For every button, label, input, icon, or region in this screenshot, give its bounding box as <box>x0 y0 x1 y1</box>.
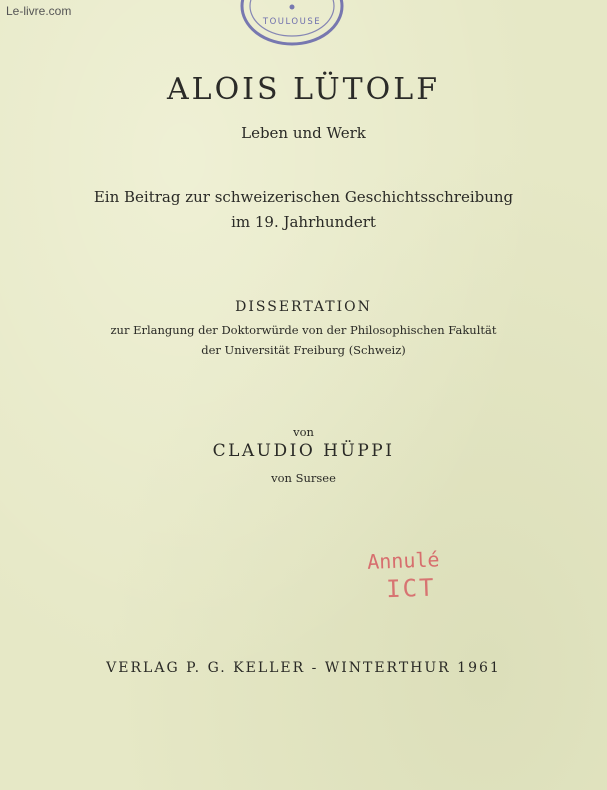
dissertation-heading: DISSERTATION <box>235 299 372 315</box>
description-line-1: Ein Beitrag zur schweizerischen Geschichtsschreibung <box>93 188 514 206</box>
dissertation-line-2: der Universität Freiburg (Schweiz) <box>201 343 406 357</box>
site-watermark: Le-livre.com <box>6 4 72 18</box>
author-von: von <box>293 425 314 439</box>
publisher-line: VERLAG P. G. KELLER - WINTERTHUR 1961 <box>106 660 501 676</box>
dissertation-line-1: zur Erlangung der Doktorwürde von der Philosophischen Fakultät <box>110 323 497 337</box>
annule-stamp-line-1: Annulé <box>366 547 440 574</box>
stamp-city: TOULOUSE <box>262 17 322 27</box>
author-origin: von Sursee <box>271 471 336 485</box>
book-title: ALOIS LÜTOLF <box>166 72 441 107</box>
annule-stamp <box>361 546 483 620</box>
stamp-star-icon <box>290 5 295 10</box>
book-subtitle: Leben und Werk <box>241 124 366 142</box>
library-stamp <box>237 0 347 50</box>
annule-stamp-line-2: ICT <box>385 573 437 604</box>
author-name: CLAUDIO HÜPPI <box>212 441 395 461</box>
description-line-2: im 19. Jahrhundert <box>231 213 376 231</box>
